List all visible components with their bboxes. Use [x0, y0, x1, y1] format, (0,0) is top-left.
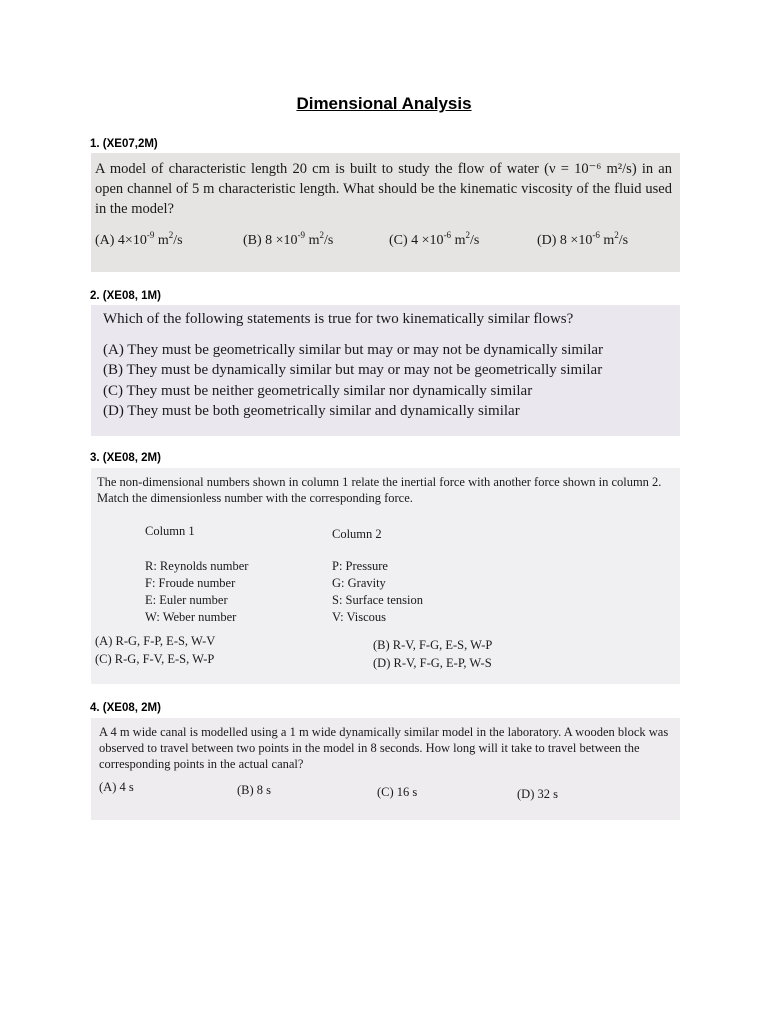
column2-item: G: Gravity	[332, 576, 386, 590]
question-4-text: A 4 m wide canal is modelled using a 1 m wide dynamically similar model in the laboratory. A wooden block was observed to travel between two points in the model in 8 seconds. How long will it take to travel between the corresponding points in the actual canal?	[99, 725, 669, 771]
question-3-option-b: (B) R-V, F-G, E-S, W-P	[373, 638, 493, 652]
question-1-option-d: (D) $8 \times 10^{-6}$ $m^2/s$	[537, 230, 629, 248]
question-4-options	[99, 780, 674, 802]
question-2-option-b: (B) They must be dynamically similar but may or may not be geometrically similar	[103, 362, 603, 378]
question-1-option-a: (A) $4\times 10^{-9}$ $m^2/s$	[95, 230, 183, 248]
document-title: Dimensional Analysis	[296, 94, 472, 113]
question-3-header: 3. (XE08, 2M)	[90, 452, 161, 464]
question-3-option-c: (C) R-G, F-V, E-S, W-P	[95, 652, 215, 666]
question-3-column2-header: Column 2	[332, 527, 382, 541]
question-4-option-b: (B) 8 s	[237, 783, 272, 797]
question-2-text: Which of the following statements is true for two kinematically similar flows?	[103, 311, 574, 327]
column2-item: S: Surface tension	[332, 593, 423, 607]
question-4-header: 4. (XE08, 2M)	[90, 702, 161, 714]
question-2-option-a: (A) They must be geometrically similar but may or may not be dynamically similar	[103, 341, 604, 358]
column2-item: V: Viscous	[332, 610, 386, 624]
question-1-option-b: (B) $8 \times 10^{-9}$ $m^2/s$	[243, 230, 334, 248]
question-2-option-d: (D) They must be both geometrically similar and dynamically similar	[103, 403, 520, 419]
question-3-image	[91, 468, 680, 684]
column1-item: W: Weber number	[145, 610, 237, 624]
question-1-header: 1. (XE07,2M)	[90, 138, 158, 150]
question-4-image	[91, 718, 680, 820]
question-4-option-a: (A) 4 s	[99, 780, 134, 794]
column1-item: E: Euler number	[145, 593, 228, 607]
question-2-image	[91, 305, 680, 436]
column2-item: P: Pressure	[332, 559, 388, 573]
question-2-option-c: (C) They must be neither geometrically similar nor dynamically similar	[103, 382, 533, 399]
question-1-text: A model of characteristic length 20 cm is built to study the flow of water (ν = 10⁻⁶ m²/s) in an open channel of 5 m characteristic length. What should be the kinematic viscosity of the fluid used in the model?	[95, 161, 672, 217]
question-1-image	[91, 153, 680, 272]
column1-item: F: Froude number	[145, 576, 236, 590]
question-2-header: 2. (XE08, 1M)	[90, 290, 161, 302]
question-1-options	[95, 230, 672, 255]
question-4-option-d: (D) 32 s	[517, 787, 558, 801]
question-3-column1-header: Column 1	[145, 524, 195, 538]
question-4-option-c: (C) 16 s	[377, 785, 418, 799]
question-3-text: The non-dimensional numbers shown in column 1 relate the inertial force with another force shown in column 2. Match the dimensionless number with the corresponding force.	[97, 475, 662, 505]
question-3-option-d: (D) R-V, F-G, E-P, W-S	[373, 656, 492, 670]
column1-item: R: Reynolds number	[145, 559, 249, 573]
question-3-column2-list	[332, 558, 423, 626]
question-1-option-c: (C) $4 \times 10^{-6}$ $m^2/s$	[389, 230, 480, 248]
question-3-column1-list	[145, 558, 248, 626]
question-3-option-a: (A) R-G, F-P, E-S, W-V	[95, 634, 216, 648]
